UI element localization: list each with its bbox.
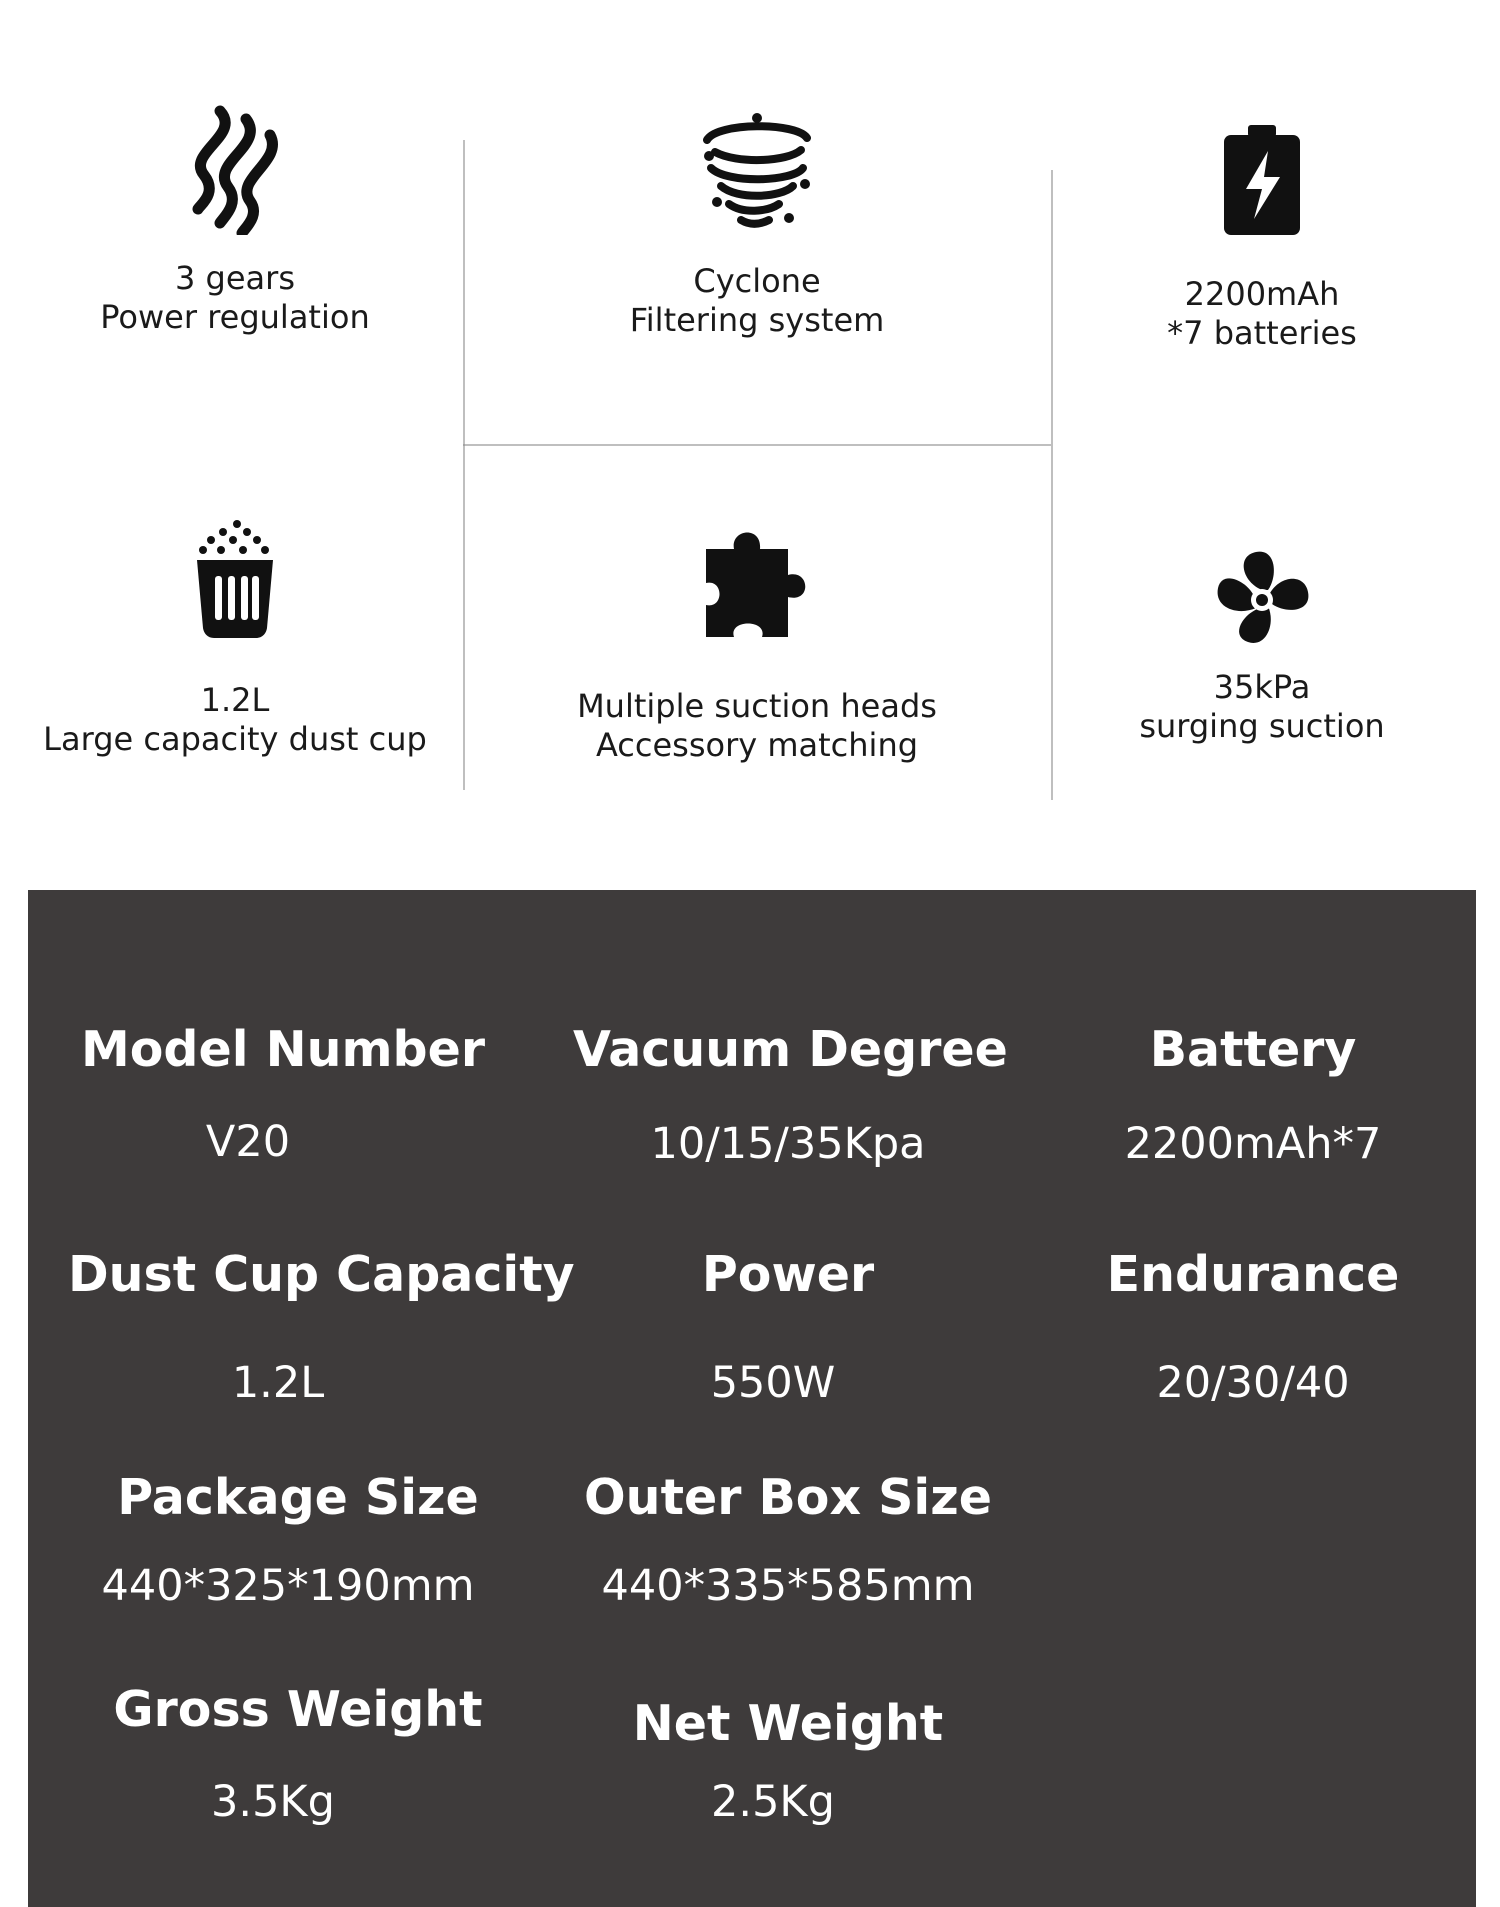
spec-value: 2.5Kg	[711, 1777, 835, 1827]
spec-label: Net Weight	[632, 1695, 944, 1752]
feature-line2: Large capacity dust cup	[43, 720, 427, 758]
spec-power	[573, 1245, 1003, 1409]
feature-line1: 3 gears	[175, 259, 295, 297]
spec-value: 2200mAh*7	[1124, 1119, 1382, 1169]
spec-value: 440*335*585mm	[601, 1561, 975, 1611]
spec-panel	[28, 890, 1476, 1907]
spec-endurance	[1053, 1245, 1453, 1409]
feature-line2: Power regulation	[100, 298, 370, 336]
spec-value: 3.5Kg	[211, 1777, 335, 1827]
feature-batteries	[1032, 125, 1492, 353]
feature-line2: surging suction	[1139, 707, 1385, 745]
feature-line2: Filtering system	[629, 301, 885, 339]
waves-icon	[180, 105, 290, 235]
spec-value: 10/15/35Kpa	[650, 1119, 926, 1169]
feature-line1: Cyclone	[693, 262, 821, 300]
spec-label: Power	[701, 1246, 875, 1303]
spec-label: Gross Weight	[113, 1681, 483, 1738]
spec-label: Outer Box Size	[584, 1469, 992, 1526]
spec-outer-box-size	[573, 1468, 1003, 1612]
spec-label: Battery	[1149, 1021, 1357, 1078]
feature-line2: Accessory matching	[595, 726, 919, 764]
spec-package-size	[68, 1468, 528, 1612]
feature-grid	[0, 0, 1500, 800]
spec-label: Endurance	[1106, 1246, 1400, 1303]
puzzle-icon	[700, 525, 815, 640]
spec-model-number	[68, 1020, 498, 1168]
spec-label: Dust Cup Capacity	[68, 1246, 575, 1303]
feature-line1: 1.2L	[200, 681, 270, 719]
spec-vacuum-degree	[573, 1020, 1008, 1170]
fan-icon	[1212, 548, 1312, 648]
feature-line1: Multiple suction heads	[577, 687, 937, 725]
battery-icon	[1222, 125, 1302, 237]
grid-divider	[463, 444, 1051, 446]
feature-power-regulation	[5, 105, 465, 337]
spec-gross-weight	[68, 1680, 528, 1828]
feature-line2: *7 batteries	[1167, 314, 1357, 352]
spec-dust-cup-capacity	[68, 1245, 575, 1409]
spec-label: Model Number	[80, 1021, 485, 1078]
feature-dust-cup	[5, 520, 465, 759]
spec-battery	[1053, 1020, 1453, 1170]
spec-value: 1.2L	[231, 1358, 325, 1408]
spec-value: 440*325*190mm	[101, 1561, 475, 1611]
feature-line1: 35kPa	[1213, 668, 1311, 706]
feature-suction	[1032, 548, 1492, 746]
spec-label: Package Size	[117, 1469, 479, 1526]
dust-cup-icon	[195, 520, 275, 640]
spec-value: V20	[205, 1117, 291, 1167]
feature-cyclone	[527, 112, 987, 340]
spec-value: 550W	[710, 1358, 836, 1408]
spec-value: 20/30/40	[1156, 1358, 1350, 1408]
spec-label: Vacuum Degree	[573, 1021, 1008, 1078]
feature-accessories	[527, 525, 987, 765]
feature-line1: 2200mAh	[1184, 275, 1340, 313]
spec-net-weight	[573, 1694, 1003, 1828]
cyclone-icon	[697, 112, 817, 237]
